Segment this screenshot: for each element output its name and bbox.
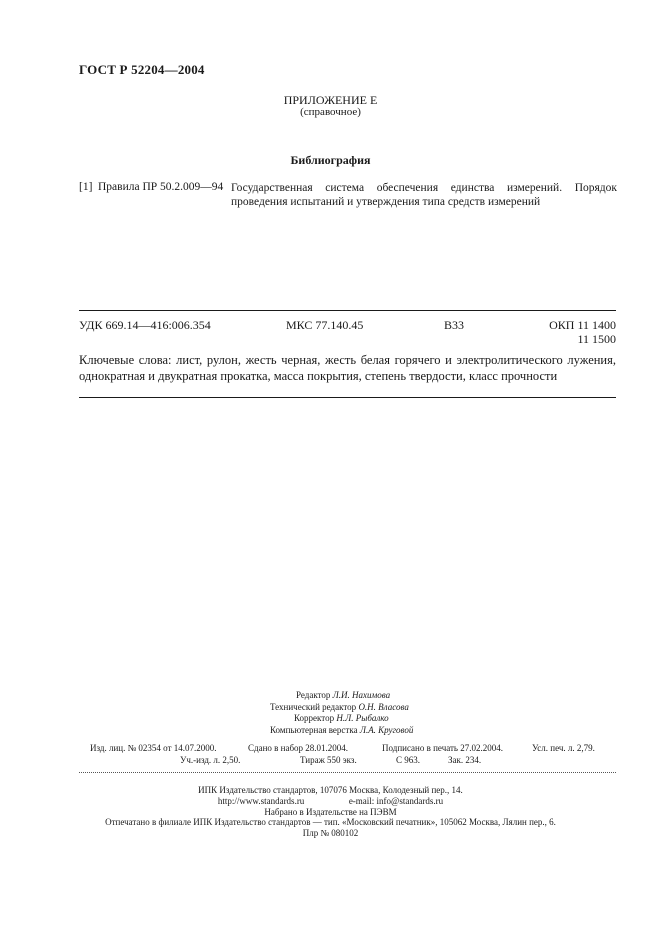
credit-editor	[200, 690, 630, 702]
group-code: В33	[444, 318, 465, 332]
okp-line-2: 11 1500	[577, 332, 616, 346]
publisher-license: Плр № 080102	[302, 828, 359, 838]
credit-name: Н.Л. Рыбалко	[336, 713, 389, 723]
credit-role: Технический редактор	[270, 701, 357, 712]
divider-top	[79, 310, 616, 311]
credit-tech-editor	[200, 702, 630, 714]
appendix-subtitle: (справочное)	[300, 106, 361, 118]
publisher-address: ИПК Издательство стандартов, 107076 Москва, Колодезный пер., 14.	[198, 785, 463, 795]
publisher-contacts	[0, 796, 661, 807]
imprint-order-c: С 963.	[396, 755, 421, 765]
credit-layout	[200, 725, 630, 737]
credit-role: Компьютерная верстка	[270, 724, 358, 735]
imprint-circulation: Тираж 550 экз.	[300, 755, 357, 765]
reference-document: Правила ПР 50.2.009—94	[98, 181, 224, 193]
credit-role: Корректор	[294, 713, 335, 723]
keywords: Ключевые слова: лист, рулон, жесть черная, жесть белая горячего и электролитического лужения, однократная и двукратная прокатка, масса покрытия, степень твердости, класс прочности	[79, 353, 616, 383]
credit-name: Л.А. Круговой	[359, 724, 414, 735]
credit-name: О.Н. Власова	[358, 701, 409, 712]
publisher-site: http://www.standards.ru	[217, 796, 305, 806]
dotted-divider	[79, 772, 616, 773]
appendix-title: ПРИЛОЖЕНИЕ Е	[283, 93, 378, 107]
publisher-email: e-mail: info@standards.ru	[348, 796, 444, 806]
bibliography-heading: Библиография	[290, 153, 371, 167]
imprint-order-num: Зак. 234.	[448, 755, 482, 765]
credit-role: Редактор	[296, 690, 331, 700]
reference-description: Государственная система обеспечения единства измерений. Порядок проведения испытаний и утверждения типа средств измерений	[231, 182, 617, 208]
credit-corrector	[200, 713, 630, 725]
document-code: ГОСТ Р 52204—2004	[79, 62, 205, 77]
reference-number: [1]	[79, 181, 93, 193]
imprint-pub-sheets: Уч.-изд. л. 2,50.	[180, 755, 241, 765]
divider-bottom	[79, 397, 616, 398]
publisher-typeset: Набрано в Издательстве на ПЭВМ	[264, 807, 397, 817]
credits-block	[200, 690, 630, 736]
okp-line-1: ОКП 11 1400	[549, 318, 616, 332]
imprint-license: Изд. лиц. № 02354 от 14.07.2000.	[90, 743, 217, 753]
mks-code: МКС 77.140.45	[286, 318, 364, 332]
credit-name: Л.И. Нахимова	[332, 690, 391, 700]
udk-code: УДК 669.14—416:006.354	[79, 318, 211, 332]
okp-codes	[540, 318, 616, 346]
publisher-printed: Отпечатано в филиале ИПК Издательство стандартов — тип. «Московский печатник», 105062 Москва, Лялин пер., 6.	[105, 817, 556, 827]
imprint-print-sheets: Усл. печ. л. 2,79.	[532, 743, 595, 753]
imprint-print-date: Подписано в печать 27.02.2004.	[382, 743, 504, 753]
imprint-set-date: Сдано в набор 28.01.2004.	[248, 743, 349, 753]
